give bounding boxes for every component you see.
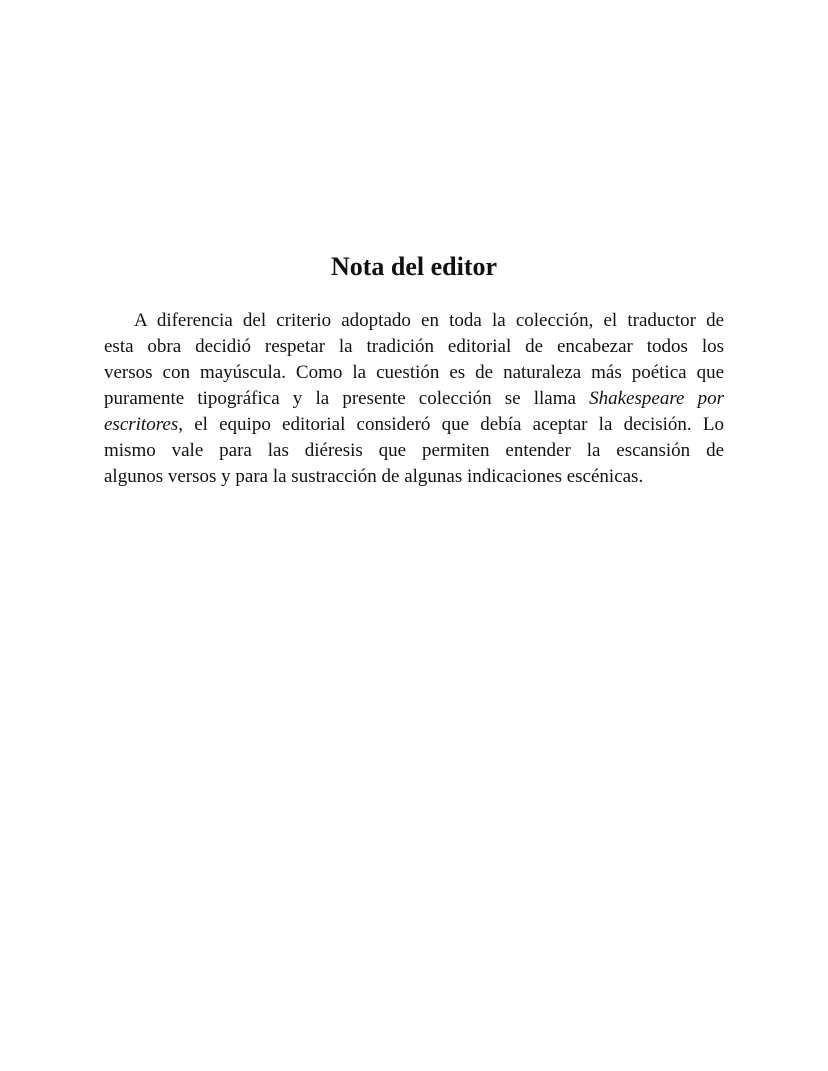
- line-text: , el equipo editorial consideró que debía aceptar la decisión. Lo: [178, 414, 724, 435]
- paragraph-line: algunos versos y para la sustracción de algunas indicaciones escénicas.: [104, 466, 644, 487]
- page-title: Nota del editor: [330, 252, 498, 281]
- collection-title-italic: Shakespeare por: [589, 388, 724, 409]
- paragraph-line: mismo vale para las diéresis que permiten entender la escansión de: [104, 440, 724, 461]
- paragraph-line: [104, 386, 724, 412]
- paragraph-line: [104, 412, 724, 438]
- line-text: puramente tipográfica y la presente colección se llama: [104, 388, 590, 409]
- editor-note-paragraph: [104, 308, 724, 490]
- paragraph-line: versos con mayúscula. Como la cuestión es de naturaleza más poética que: [104, 362, 724, 383]
- paragraph-line: esta obra decidió respetar la tradición editorial de encabezar todos los: [104, 336, 724, 357]
- paragraph-line: A diferencia del criterio adoptado en toda la colección, el traductor de: [134, 310, 724, 331]
- collection-title-italic: escritores: [104, 414, 179, 435]
